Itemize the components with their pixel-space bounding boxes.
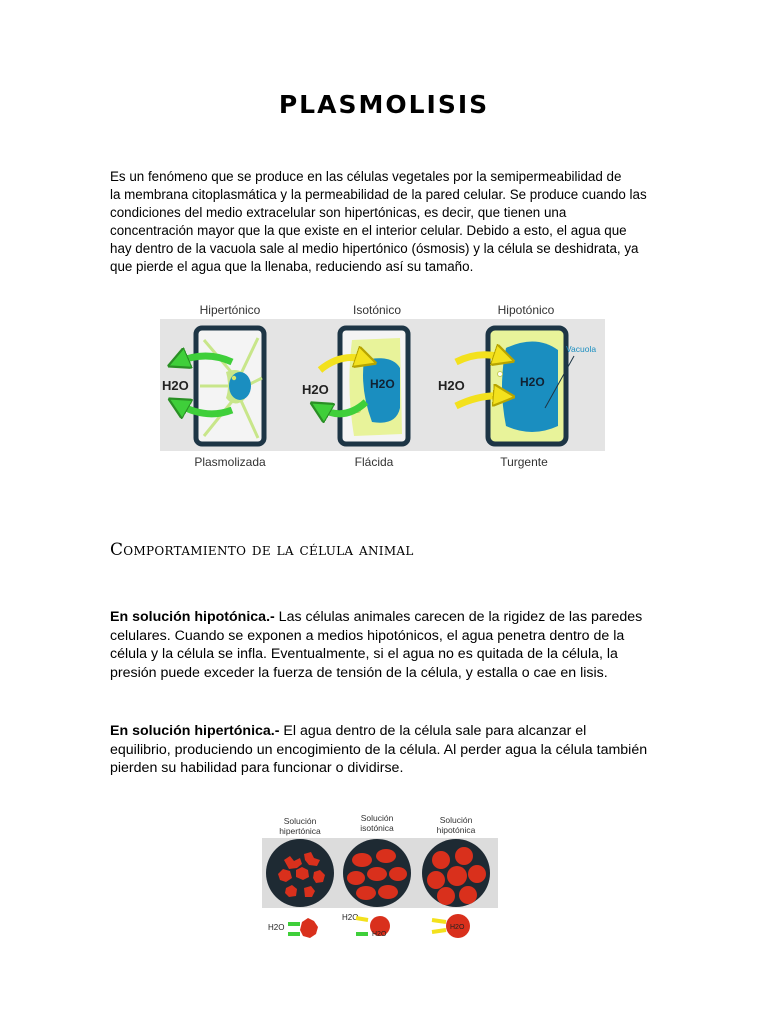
paragraph-lead: En solución hipertónica.- xyxy=(110,723,280,739)
label-hipertonica: hipertónica xyxy=(279,826,321,836)
h2o-label: H2O xyxy=(342,913,359,922)
label-plasmolizada: Plasmolizada xyxy=(194,455,266,469)
plant-cell-figure xyxy=(160,298,605,476)
h2o-label-inside: H2O xyxy=(450,924,465,931)
arrow-in-icon xyxy=(356,918,368,920)
h2o-label: H2O xyxy=(438,378,465,393)
dish-hypertonic xyxy=(266,839,334,907)
arrow-in-icon xyxy=(432,920,446,922)
paragraph-lead: En solución hipotónica.- xyxy=(110,609,275,625)
paragraph-line: presión puede exceder la fuerza de tensión de la célula, y estalla o cae en lisis. xyxy=(110,664,608,681)
label-flacida: Flácida xyxy=(354,455,394,469)
h2o-label: H2O xyxy=(268,923,285,932)
animal-cell-figure xyxy=(260,810,500,945)
label-turgente: Turgente xyxy=(500,455,548,469)
label-hipertonico: Hipertónico xyxy=(199,303,261,317)
intro-line: que pierde el agua que la llenaba, reduciendo así su tamaño. xyxy=(110,259,474,274)
label-hipotonico: Hipotónico xyxy=(497,303,555,317)
paragraph-line xyxy=(110,722,670,741)
paragraph-line: célula y la célula se infla. Eventualmente, si el agua no es quitada de la célula, la xyxy=(110,646,618,662)
paragraph-line: pierden su habilidad para funcionar o dividirse. xyxy=(110,760,404,776)
intro-line: la membrana citoplasmática y la permeabilidad de la pared celular. Se produce cuando las xyxy=(110,187,647,202)
label-solucion: Solución xyxy=(439,815,473,825)
label-solucion: Solución xyxy=(360,813,394,823)
h2o-label: H2O xyxy=(162,378,189,393)
paragraph-text: Las células animales carecen de la rigidez de las paredes xyxy=(274,609,643,625)
intro-line: hay dentro de la vacuola sale al medio hipertónico (ósmosis) y la célula se deshidrata, ya xyxy=(110,241,639,256)
h2o-label-inside: H2O xyxy=(370,377,395,391)
label-hipotonica: hipotónica xyxy=(436,825,476,835)
intro-line: condiciones del medio extracelular son hipertónicas, es decir, que tienen una xyxy=(110,205,567,220)
h2o-label: H2O xyxy=(302,382,329,397)
hypotonic-paragraph xyxy=(110,608,670,682)
arrow-in-icon xyxy=(432,930,446,932)
paragraph-line: equilibrio, produciendo un encogimiento de la célula. Al perder agua la célula también xyxy=(110,741,648,758)
label-isotonica: isotónica xyxy=(360,823,394,833)
h2o-label-inside: H2O xyxy=(520,375,545,389)
page-title: PLASMOLISIS xyxy=(278,90,490,119)
intro-paragraph xyxy=(110,168,670,276)
label-isotonico: Isotónico xyxy=(352,303,402,317)
shrunken-cell xyxy=(300,918,318,938)
dish-hypotonic xyxy=(422,839,490,907)
paragraph-line: celulares. Cuando se exponen a medios hipotónicos, el agua penetra dentro de la xyxy=(110,627,625,644)
dish-isotonic xyxy=(343,839,411,907)
hypertonic-paragraph xyxy=(110,722,670,778)
paragraph-line xyxy=(110,608,670,627)
h2o-label-inside: H2O xyxy=(372,931,387,938)
intro-line: concentración mayor que la que existe en el interior celular. Debido a esto, el agua que xyxy=(110,223,627,238)
intro-line: Es un fenómeno que se produce en las células vegetales por la semipermeabilidad de xyxy=(110,169,622,184)
vacuole-label: Vacuola xyxy=(566,344,597,354)
plasmolyzed-cell xyxy=(196,328,264,444)
label-solucion: Solución xyxy=(283,816,317,826)
section-title: Comportamiento de la célula animal xyxy=(110,540,414,560)
paragraph-text: El agua dentro de la célula sale para alcanzar el xyxy=(279,723,587,739)
